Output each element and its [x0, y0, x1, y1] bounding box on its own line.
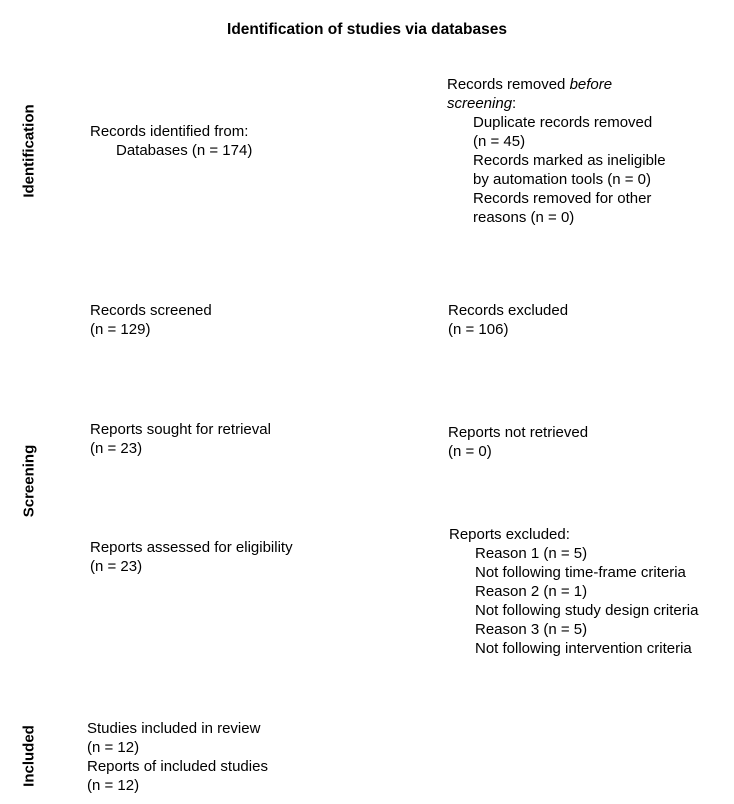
records-removed-prefix: Records removed [447, 76, 570, 93]
records-removed-heading-line1 [447, 75, 666, 94]
reason-3: Reason 3 (n = 5) [475, 621, 588, 638]
records-removed-heading-line2 [447, 94, 666, 113]
phase-label-screening: Screening [20, 444, 38, 518]
reports-not-retrieved-box [448, 423, 588, 461]
other-reasons-line2: reasons (n = 0) [473, 209, 575, 226]
reports-assessed-label: Reports assessed for eligibility [90, 539, 293, 556]
other-reasons-line1: Records removed for other [473, 190, 652, 207]
reason-2-description: Not following study design criteria [475, 602, 699, 619]
records-removed-italic-before: before [569, 76, 613, 93]
reports-assessed-count: (n = 23) [90, 558, 143, 575]
ineligible-line2: by automation tools (n = 0) [473, 171, 652, 188]
records-screened-count: (n = 129) [90, 321, 151, 338]
phase-label-identification: Identification [20, 104, 38, 198]
records-screened-label: Records screened [90, 302, 212, 319]
reports-sought-box [90, 420, 271, 458]
records-removed-suffix: : [512, 95, 517, 112]
duplicates-line2: (n = 45) [473, 133, 526, 150]
reports-not-retrieved-label: Reports not retrieved [448, 424, 589, 441]
ineligible-line1: Records marked as ineligible [473, 152, 666, 169]
records-excluded-count: (n = 106) [448, 321, 509, 338]
reports-not-retrieved-count: (n = 0) [448, 443, 492, 460]
studies-included-count: (n = 12) [87, 739, 140, 756]
reports-sought-count: (n = 23) [90, 440, 143, 457]
reason-1: Reason 1 (n = 5) [475, 545, 588, 562]
studies-included-label: Studies included in review [87, 720, 261, 737]
reports-included-label: Reports of included studies [87, 758, 268, 775]
reason-1-description: Not following time-frame criteria [475, 564, 686, 581]
records-excluded-box [448, 301, 568, 339]
reason-2: Reason 2 (n = 1) [475, 583, 588, 600]
records-removed-box [447, 75, 666, 227]
records-excluded-label: Records excluded [448, 302, 569, 319]
reports-sought-label: Reports sought for retrieval [90, 421, 271, 438]
included-box [87, 719, 268, 795]
phase-label-included: Included [20, 725, 38, 787]
records-removed-italic-screening: screening [447, 95, 513, 112]
records-identified-heading: Records identified from: [90, 123, 249, 140]
records-screened-box [90, 301, 212, 339]
records-identified-box [90, 122, 252, 160]
duplicates-line1: Duplicate records removed [473, 114, 653, 131]
reports-excluded-box [449, 525, 698, 658]
databases-count: Databases (n = 174) [116, 142, 253, 159]
diagram-title: Identification of studies via databases [227, 21, 507, 38]
reports-included-count: (n = 12) [87, 777, 140, 794]
reports-excluded-heading: Reports excluded: [449, 526, 570, 543]
reason-3-description: Not following intervention criteria [475, 640, 692, 657]
reports-assessed-box [90, 538, 293, 576]
